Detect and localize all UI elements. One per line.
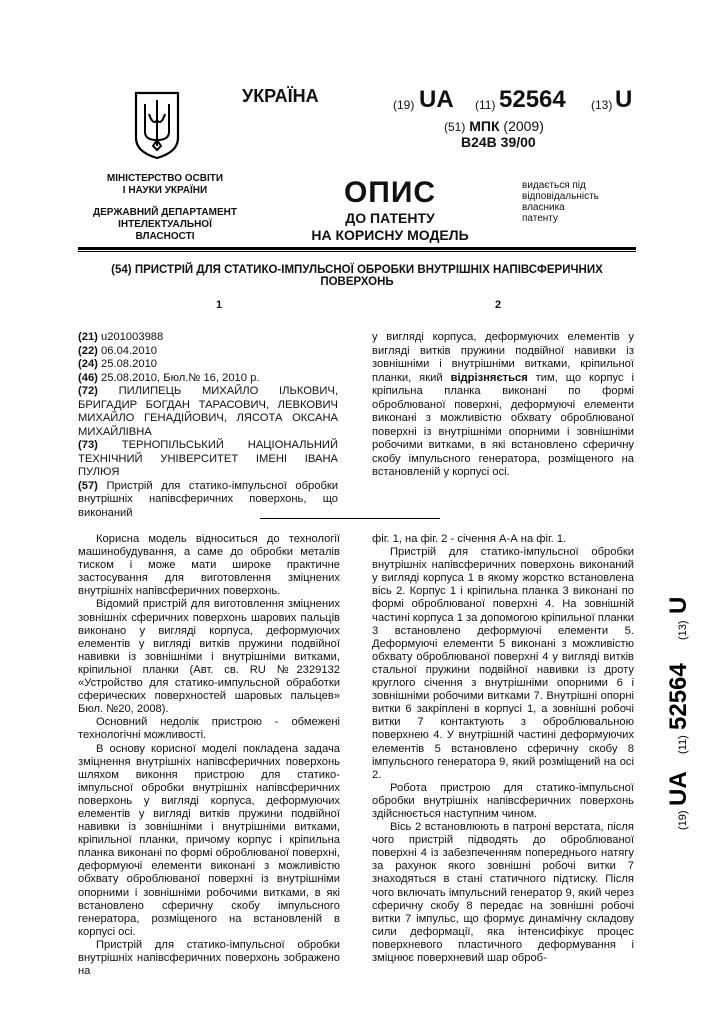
paragraph: Корисна модель відноситься до технології машинобудування, а саме до обробки металів тиском і може мати широке практичне застосування для виготовлення зміцнених внутрішніх напівсферичних поверхонь.	[78, 533, 340, 598]
code-11: (11)	[475, 98, 496, 112]
bib-value: 25.08.2010, Бюл.№ 16, 2010 р.	[97, 371, 260, 384]
department-line: ІНТЕЛЕКТУАЛЬНОЇ	[118, 219, 212, 230]
mpk-line	[444, 118, 544, 134]
trident-emblem	[132, 90, 182, 160]
department-line: ВЛАСНОСТІ	[135, 231, 195, 242]
subtitle-line: НА КОРИСНУ МОДЕЛЬ	[311, 227, 469, 243]
code-19: (19)	[393, 98, 415, 112]
bib-value: ПИЛИПЕЦЬ МИХАЙЛО ІЛЬКОВИЧ, БРИГАДИР БОГДАН ТАРАСОВИЧ, ЛЕВКОВИЧ МИХАЙЛО ГЕНАДІЙОВИЧ, ЛЯСОТА ОКСАНА МИХАЙЛІВНА	[78, 385, 338, 438]
header-divider-thin	[78, 251, 636, 252]
column-number-left: 1	[216, 299, 223, 311]
side-code-11: (11)	[677, 735, 689, 754]
bib-22	[78, 345, 338, 359]
issued-line: видається під	[522, 180, 586, 191]
bib-46	[78, 372, 338, 386]
issued-line: власника	[522, 202, 565, 213]
bib-code: (46)	[78, 371, 98, 384]
paragraph: фіг. 1, на фіг. 2 - січення А-А на фіг. 1.	[372, 533, 567, 545]
bib-value: 25.08.2010	[97, 358, 158, 370]
issued-note	[522, 180, 632, 224]
bib-code: (22)	[78, 344, 98, 357]
side-number: 52564	[665, 663, 692, 730]
column-number-right: 2	[495, 299, 502, 311]
bib-value: u201003988	[97, 331, 164, 343]
side-code-19: (19)	[677, 810, 689, 830]
subtitle-line: ДО ПАТЕНТУ	[345, 210, 435, 226]
mpk-label: МПК	[469, 118, 500, 134]
kind-code: U	[615, 86, 633, 113]
paragraph: В основу корисної моделі покладена задача зміцнення внутрішніх напівсферичних поверхонь шляхом виконня пристрою для статико-імпульсної обробки внутрішніх напівсферичних поверхонь у вигляді корпуса, деформуючих елементів у вигляді витків пружини подвійної навивки із зовнішніми і внутрішніми витками, кріпильної планки, причому корпус і кріпильна планка виконані по формі оброблюваної поверхні, деформуючі елементи виконані з можливістю обхвату оброблюваної поверхні із внутрішніми опорними і зовнішніми робочими витками, в які встановлено сферичну скобу імпульсного генератора, розміщеного на встановленій в корпусі осі.	[78, 742, 340, 938]
side-u: U	[665, 596, 692, 614]
paragraph: Пристрій для статико-імпульсної обробки внутрішніх напівсферичних поверхонь виконаний у вигляді корпуса 1 в якому жорстко встановлена вісь 2. Корпус 1 і кріпильна планка 3 виконані по формі оброблюваної поверхні 4. На зовнішній частині корпуса 1 за допомогою кріпильної планки 3 встановлено деформуючі елементи 5. Деформуючі елементи 5 виконані з можливістю обхвату оброблюваної поверхні 4 у вигляді витків стальної пружини подвійної навивки із дроту круглого січення з внутрішніми опорними 6 і зовнішніми робочими витками 7. Внутрішні опорні витки 6 закріплені в корпусі 1, а зовнішні робочі витки 7 контактують з оброблювальною поверхнею 4. У внутрішній частині деформуючих елементів 5 встановлено сферичну скобу 8 імпульсного генератора 9, який розміщений на осі 2.	[372, 546, 635, 781]
side-ua: UA	[665, 771, 692, 806]
header-divider	[78, 247, 636, 250]
section-divider	[260, 518, 440, 519]
bib-code: (57)	[78, 479, 98, 492]
claim-part: тим, що корпус і кріпильна планка виконані по формі оброблюваної поверхні, деформуючі елементи виконані з можливістю обхвату оброблюваної поверхні із внутрішніми опорними і зовнішніми робочими витками, в які встановлено сферичну скобу імпульсного генератора, розміщеного на встановленій у корпусі осі.	[372, 371, 635, 478]
bib-73	[78, 439, 338, 480]
ministry-line: МІНІСТЕРСТВО ОСВІТИ	[106, 173, 224, 184]
code-51: (51)	[444, 120, 466, 134]
document-subtitle	[300, 210, 480, 244]
issued-line: відповідальність	[522, 191, 599, 202]
claim-emphasis: відрізняється	[450, 371, 528, 384]
bib-57	[78, 480, 338, 521]
paragraph: Основний недолік пристрою - обмежені технологічні можливості.	[78, 716, 340, 742]
bib-72	[78, 385, 338, 439]
ministry	[80, 173, 250, 197]
department	[80, 207, 250, 243]
side-code-13: (13)	[677, 620, 689, 640]
side-patent-number	[656, 580, 696, 830]
ministry-line: І НАУКИ УКРАЇНИ	[122, 185, 208, 196]
department-line: ДЕРЖАВНИЙ ДЕПАРТАМЕНТ	[93, 207, 237, 218]
patent-number: 52564	[499, 86, 566, 113]
country-name: УКРАЇНА	[242, 86, 319, 106]
bib-value: Пристрій для статико-імпульсної обробки внутрішніх напівсферичних поверхонь, що виконаний	[78, 479, 338, 519]
document-title: ОПИС	[343, 176, 437, 209]
mpk-year: (2009)	[503, 118, 544, 134]
paragraph: Відомий пристрій для виготовлення зміцнених зовнішніх сферичних поверхонь шарових пальців виконано у вигляді корпуса, деформуючих елементів у вигляді витків пружини подвійної навивки із зовнішніми і внутрішніми витками, кріпильної планки (Авт. св. RU №2329132 «Устройство для статико-импульсной обработки сферических поверхностей шаровых пальцев» Бюл. №20, 2008).	[78, 598, 340, 716]
country-code: UA	[419, 86, 454, 113]
bib-value: ТЕРНОПІЛЬСЬКИЙ НАЦІОНАЛЬНИЙ ТЕХНІЧНИЙ УНІВЕРСИТЕТ ІМЕНІ ІВАНА ПУЛЮЯ	[78, 439, 338, 478]
description-column-left	[78, 533, 340, 978]
mpk-class: B24B 39/00	[461, 134, 536, 150]
paragraph: Вісь 2 встановлюють в патроні верстата, після чого пристрій підводять до оброблюваної поверхні 4 із забезпеченням попереднього натягу за рахунок якого зовнішні робочі витки 7 знаходяться в стані статичного підтиску. Після чого включать імпульсний генератор 9, який через сферичну скобу 8 передає на зовнішні робочі витки 7 імпульс, що формує динамічну складову сили деформації, яка інтенсифікує процес поверхневого пластичного деформування і зміцнює поверхневий шар оброб-	[372, 821, 634, 964]
header-codes	[393, 86, 633, 114]
bib-24	[78, 358, 338, 372]
claim-part: у вигляді корпуса, деформуючих елементів у вигляді витків пружини подвійної навивки із зовнішніми і внутрішніми витками, кріпильної планки, який	[372, 331, 634, 384]
bib-code: (73)	[78, 439, 98, 451]
paragraph: Пристрій для статико-імпульсної обробки внутрішніх напівсферичних поверхонь зображено на	[78, 938, 340, 978]
bibliographic-data	[78, 331, 338, 520]
bib-code: (72)	[78, 385, 98, 397]
code-13: (13)	[591, 98, 613, 112]
issued-line: патенту	[522, 213, 559, 224]
bib-21	[78, 331, 338, 345]
bib-code: (24)	[78, 358, 98, 370]
bib-value: 06.04.2010	[97, 344, 158, 357]
invention-title: (54) ПРИСТРІЙ ДЛЯ СТАТИКО-ІМПУЛЬСНОЇ ОБРОБКИ ВНУТРІШНІХ НАПІВСФЕРИЧНИХ ПОВЕРХОНЬ	[111, 264, 603, 288]
description-column-right	[372, 533, 634, 965]
claim-text	[372, 331, 634, 480]
paragraph: Робота пристрою для статико-імпульсної обробки внутрішніх напівсферичних поверхонь здійснюється наступним чином.	[372, 781, 634, 820]
bib-code: (21)	[78, 331, 98, 343]
